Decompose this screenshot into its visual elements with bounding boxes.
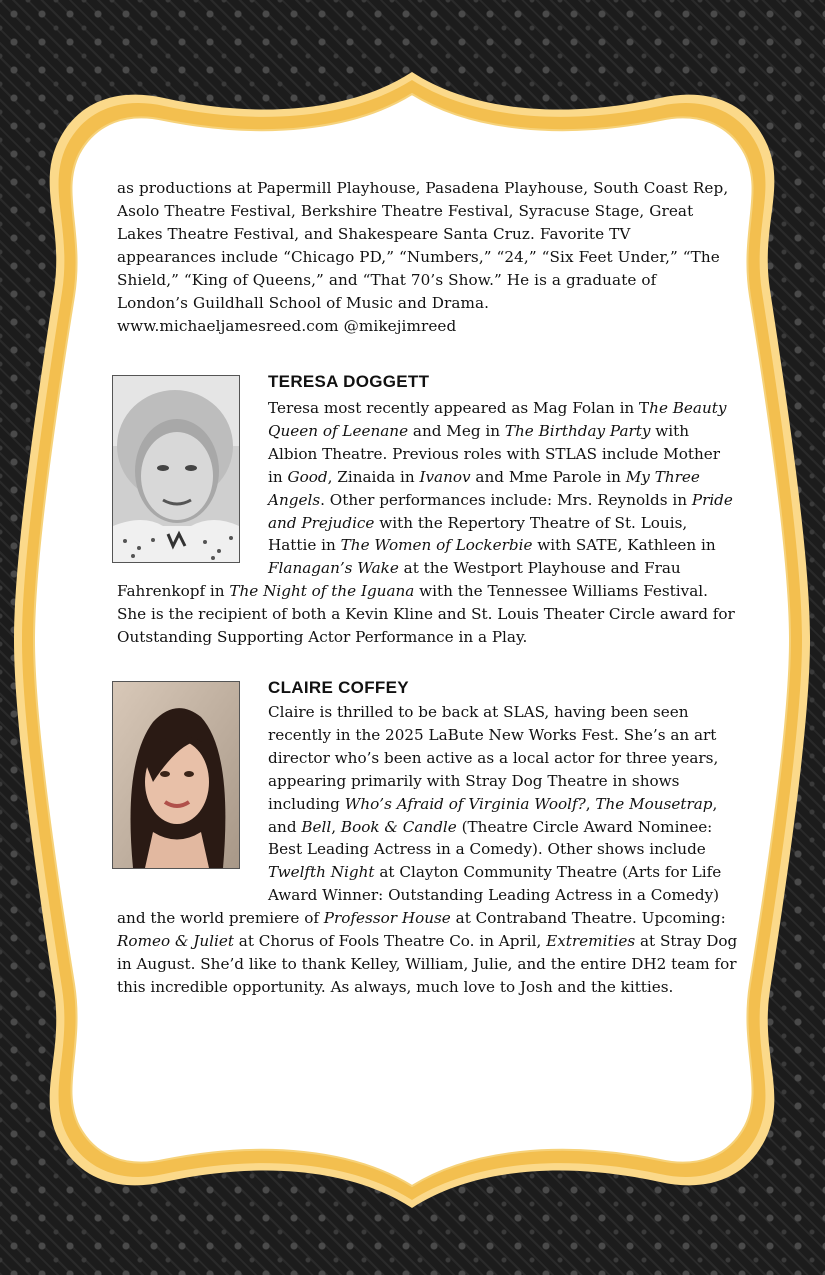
bio-text-segment: My Three Angels (268, 467, 700, 509)
bio-text-segment: Flanagan’s Wake (268, 559, 399, 578)
bio-text-segment: at the Westport Playhouse and Frau Fahrenkopf in (117, 559, 681, 601)
bio-text-segment: Ivanov (419, 467, 471, 486)
bio-text-segment: at Chorus of Fools Theatre Co. in April, (233, 932, 547, 951)
intro-text: as productions at Papermill Playhouse, Pasadena Playhouse, South Coast Rep, Asolo Theatre Festival, Berkshire Theatre Festival, Syracuse Stage, Great Lakes Theatre Festival, and Shakespeare Santa Cruz. Favorite TV appearances include “Chicago PD,” “Numbers,” “24,” “Six Feet Under,” “The Shield,” “King of Queens,” and “That 70’s Show.” He is a graduate of London’s Guildhall School of Music and Drama. (117, 179, 729, 312)
bio-text-segment: at Clayton Community Theatre (Arts for Life Award Winner: Outstanding Leading Actress in a Comedy) and the world premiere of (117, 863, 722, 928)
bio-text-segment: The Birthday Party (504, 421, 651, 440)
bio-text-segment: Who’s Afraid of Virginia Woolf? (344, 794, 586, 813)
bio-text-segment: Bell (301, 817, 332, 836)
bio-text-segment: The Mousetrap (595, 794, 713, 813)
intro-links: www.michaeljamesreed.com @mikejimreed (117, 317, 457, 335)
bio-text-segment: with the Repertory Theatre of St. Louis, Hattie in (268, 513, 688, 555)
bio-text-segment: and Meg in (408, 421, 505, 440)
bio-text-segment: Extremities (546, 932, 636, 951)
bio-text-teresa-doggett (117, 397, 739, 649)
bio-text-segment: . Other performances include: Mrs. Reynolds in (320, 490, 692, 509)
intro-paragraph (117, 177, 729, 338)
bio-text-segment: The Women of Lockerbie (340, 536, 533, 555)
bio-text-segment: , and (268, 794, 718, 836)
bio-text-segment: at Contraband Theatre. Upcoming: (450, 909, 726, 928)
bio-text-segment: with Albion Theatre. Previous roles with STLAS include Mother in (268, 421, 720, 486)
bio-text-segment: , (585, 794, 596, 813)
bio-text-segment: with the Tennessee Williams Festival. She is the recipient of both a Kevin Kline and St. Louis Theater Circle award for Outstanding Supporting Actor Performance in a Play. (117, 582, 735, 647)
bio-text-segment: , Zinaida in (327, 467, 420, 486)
bio-text-segment: (Theatre Circle Award Nominee: Best Leading Actress in a Comedy). Other shows include (268, 817, 713, 859)
bio-text-segment: at Stray Dog in August. She’d like to thank Kelley, William, Julie, and the entire DH2 team for this incredible opportunity. As always, much love to Josh and the kitties. (117, 932, 738, 996)
bio-text-segment: Teresa most recently appeared as Mag Folan in T (268, 399, 650, 417)
bio-text-segment: Romeo & Juliet (117, 932, 234, 951)
bio-text-claire-coffey (117, 701, 739, 999)
bio-text-segment: Claire is thrilled to be back at SLAS, having been seen recently in the 2025 LaBute New Works Fest. She’s an art director who’s been active as a local actor for three years, appearing primarily with Stray Dog Theatre in shows including (268, 703, 719, 813)
bio-text-segment: Good (287, 467, 328, 486)
bio-text-segment: and Mme Parole in (470, 467, 626, 486)
bio-text-segment: , (331, 817, 341, 836)
bio-text-segment: Twelfth Night (268, 863, 375, 882)
bio-name-claire-coffey: CLAIRE COFFEY (268, 678, 409, 697)
bio-text-segment: Book & Candle (340, 817, 457, 836)
bio-name-teresa-doggett: TERESA DOGGETT (268, 372, 430, 391)
bio-text-segment: he Beauty Queen of Leenane (268, 399, 727, 440)
bio-text-segment: The Night of the Iguana (229, 582, 415, 601)
bio-text-segment: with SATE, Kathleen in (532, 536, 716, 555)
bio-text-segment: Pride and Prejudice (268, 490, 733, 532)
bio-text-segment: Professor House (323, 909, 451, 928)
